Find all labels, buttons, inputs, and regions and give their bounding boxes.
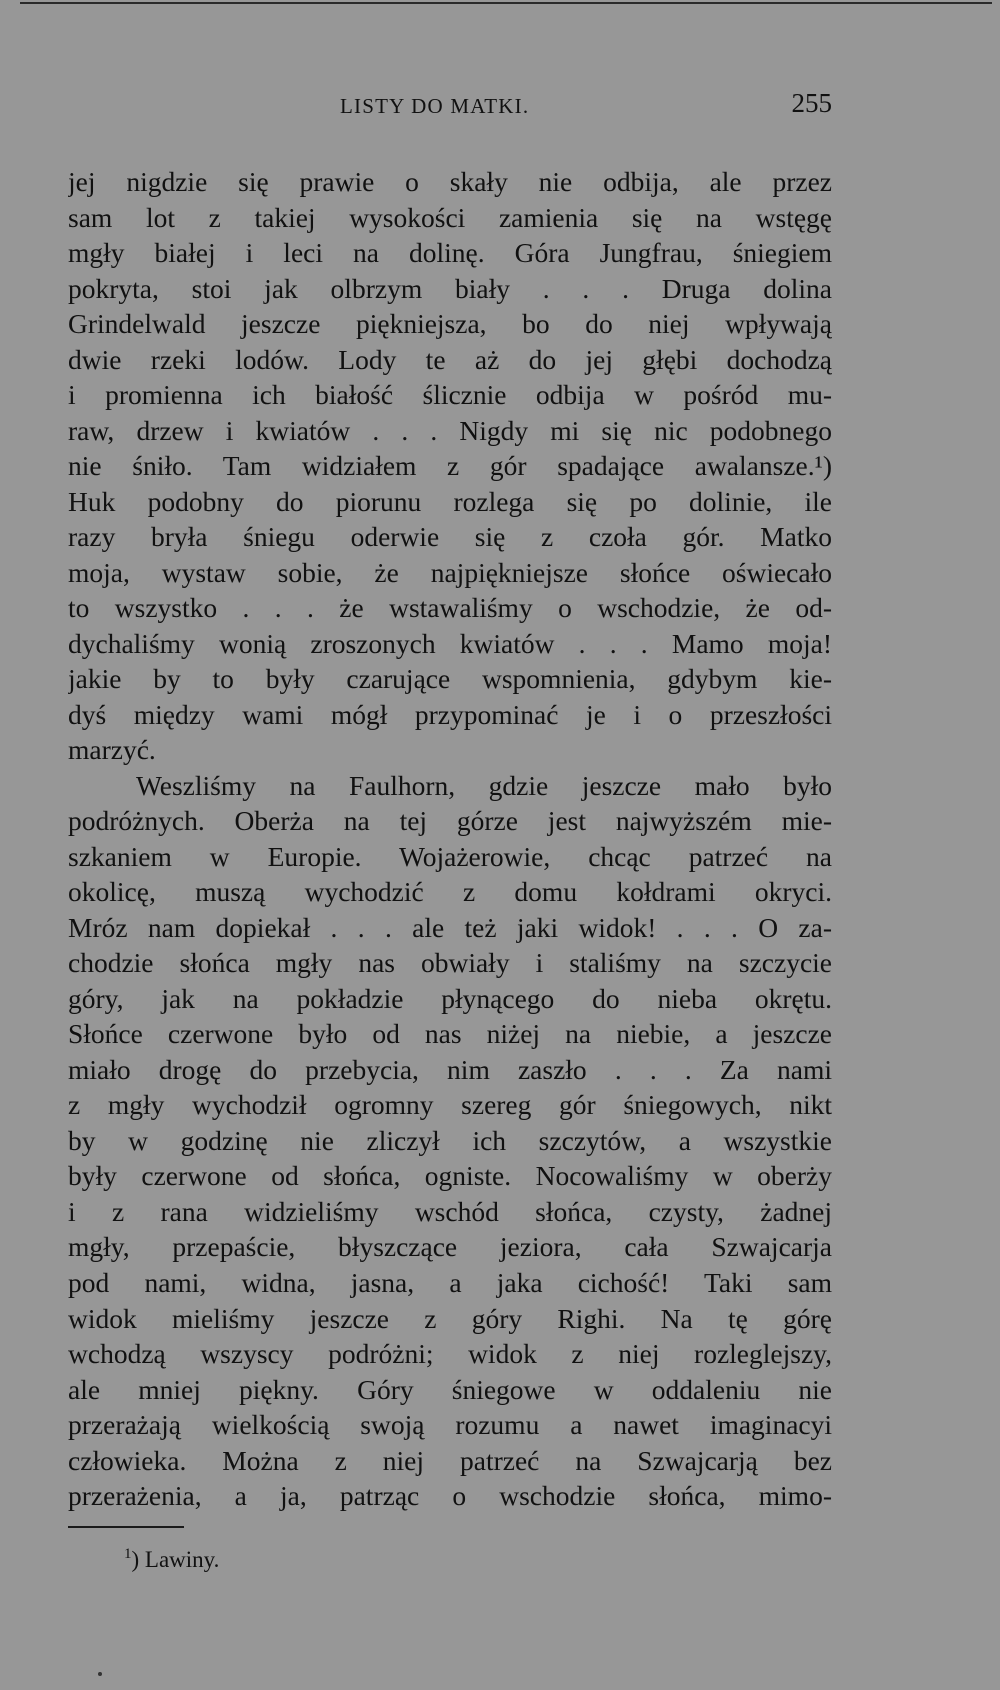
text-line: widok mieliśmy jeszcze z góry Righi. Na tę górę [68,1302,832,1334]
text-line: mgły białej i leci na dolinę. Góra Jungfrau, śniegiem [68,237,832,269]
page-number: 255 [791,88,832,118]
text-line: góry, jak na pokładzie płynącego do nieba okrętu. [68,982,832,1014]
text-line: Weszliśmy na Faulhorn, gdzie jeszcze mało było [136,769,832,801]
paragraph [68,164,832,768]
running-header [68,88,832,128]
text-line: Huk podobny do piorunu rozlega się po dolinie, ile [68,485,832,517]
text-line: nie śniło. Tam widziałem z gór spadające awalansze.¹) [68,450,832,482]
text-line: jej nigdzie się prawie o skały nie odbija, ale przez [68,166,832,197]
text-line: i z rana widzieliśmy wschód słońca, czysty, żadnej [68,1195,832,1227]
text-line: przerażają wielkością swoją rozumu a nawet imaginacyi [68,1409,832,1441]
text-line: z mgły wychodził ogromny szereg gór śniegowych, nikt [68,1089,832,1121]
paragraph [68,768,832,1514]
text-line: marzyć. [68,734,156,766]
running-title: LISTY DO MATKI. [340,94,530,118]
footnote-divider [68,1526,184,1528]
text-line: i promienna ich białość ślicznie odbija w pośród mu- [68,379,832,411]
text-line: raw, drzew i kwiatów . . . Nigdy mi się nic podobnego [68,414,832,446]
text-line: okolicę, muszą wychodzić z domu kołdrami okryci. [68,876,832,908]
text-line: miało drogę do przebycia, nim zaszło . . . Za nami [68,1053,832,1085]
footnote [124,1546,219,1573]
text-line: to wszystko . . . że wstawaliśmy o wschodzie, że od- [68,592,832,624]
body-text [68,164,832,1514]
text-line: mgły, przepaście, błyszczące jeziora, cała Szwajcarja [68,1231,832,1263]
text-line: razy bryła śniegu oderwie się z czoła gór. Matko [68,521,832,553]
text-line: człowieka. Można z niej patrzeć na Szwajcarją bez [68,1444,832,1476]
text-line: jakie by to były czarujące wspomnienia, gdybym kie- [68,663,832,695]
text-line: Słońce czerwone było od nas niżej na niebie, a jeszcze [68,1018,832,1050]
text-line: dwie rzeki lodów. Lody te aż do jej głębi dochodzą [68,343,832,375]
text-line: chodzie słońca mgły nas obwiały i staliśmy na szczycie [68,947,832,979]
text-line: Mróz nam dopiekał . . . ale też jaki widok! . . . O za- [68,911,832,943]
text-line: sam lot z takiej wysokości zamienia się na wstęgę [68,201,832,233]
print-speck [98,1672,102,1676]
footnote-text: ) Lawiny. [131,1547,220,1572]
text-line: pod nami, widna, jasna, a jaka cichość! Taki sam [68,1266,832,1298]
text-line: dychaliśmy wonią zroszonych kwiatów . . . Mamo moja! [68,627,832,659]
text-line: dyś między wami mógł przypominać je i o przeszłości [68,698,832,730]
text-line: Grindelwald jeszcze piękniejsza, bo do niej wpływają [68,308,832,340]
footnote-marker: 1 [124,1546,132,1562]
text-line: by w godzinę nie zliczył ich szczytów, a wszystkie [68,1124,832,1156]
text-line: wchodzą wszyscy podróżni; widok z niej rozleglejszy, [68,1338,832,1370]
text-line: były czerwone od słońca, ogniste. Nocowaliśmy w oberży [68,1160,832,1192]
text-line: ale mniej piękny. Góry śniegowe w oddaleniu nie [68,1373,832,1405]
text-line: pokryta, stoi jak olbrzym biały . . . Druga dolina [68,272,832,304]
text-line: moja, wystaw sobie, że najpiękniejsze słońce oświecało [68,556,832,588]
top-edge-rule [20,2,992,4]
text-line: przerażenia, a ja, patrząc o wschodzie słońca, mimo- [68,1480,832,1512]
text-line: szkaniem w Europie. Wojażerowie, chcąc patrzeć na [68,840,832,872]
text-line: podróżnych. Oberża na tej górze jest najwyższém mie- [68,805,832,837]
